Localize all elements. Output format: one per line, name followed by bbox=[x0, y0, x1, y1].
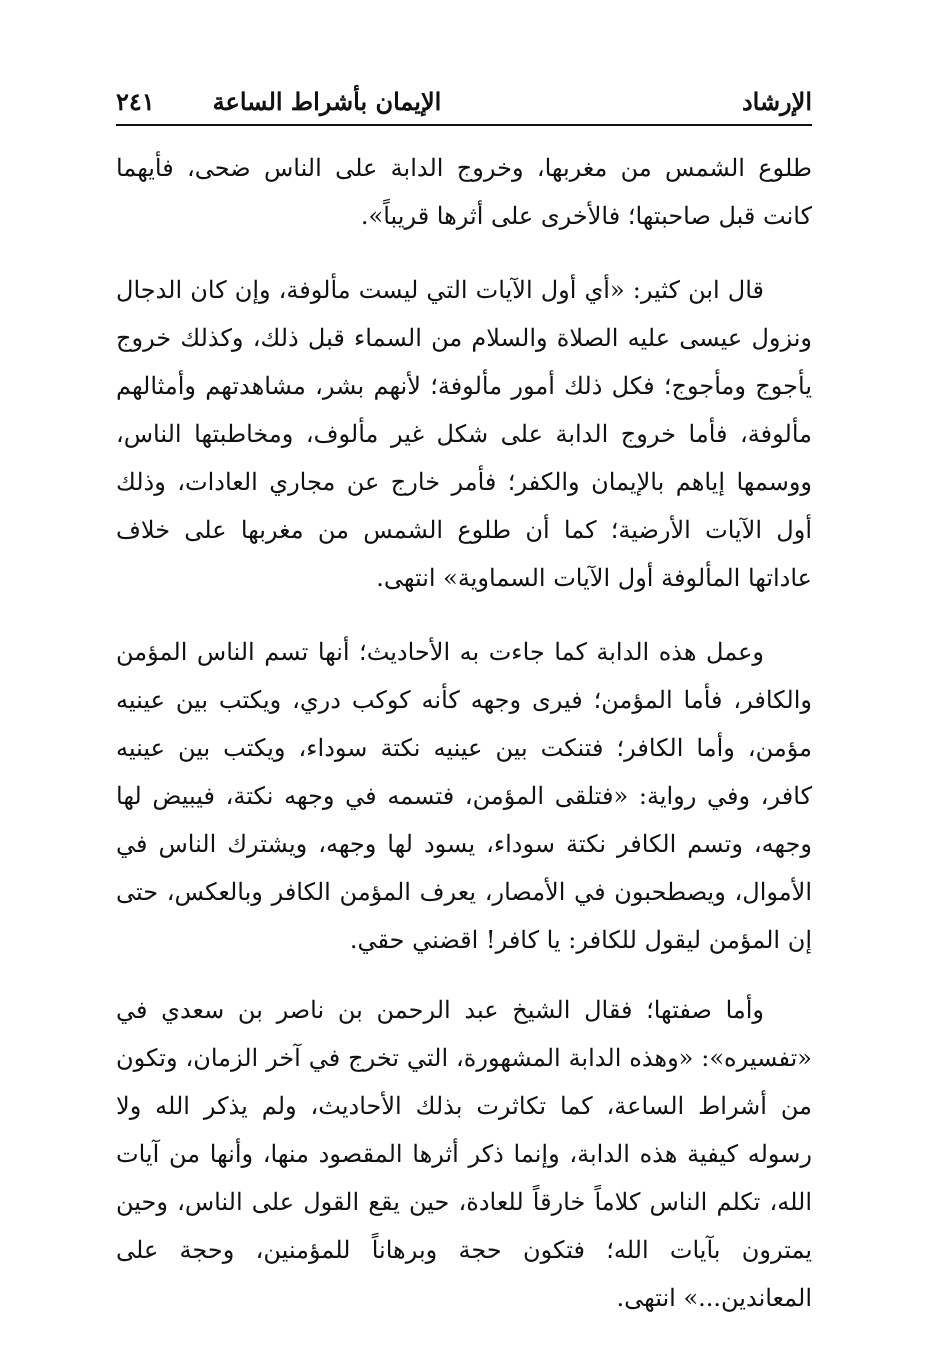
header-book-title: الإرشاد bbox=[741, 87, 812, 116]
paragraph-3: وعمل هذه الدابة كما جاءت به الأحاديث؛ أنها تسم الناس المؤمن والكافر، فأما المؤمن؛ فيرى وجهه كأنه كوكب دري، ويكتب بين عينيه مؤمن، وأما الكافر؛ فتنكت بين عينيه نكتة سوداء، ويكتب بين عينيه كافر، وفي رواية: «فتلقى المؤمن، فتسمه في وجهه نكتة، فيبيض لها وجهه، وتسم الكافر نكتة سوداء، يسود لها وجهه، ويشترك الناس في الأموال، ويصطحبون في الأمصار، يعرف المؤمن الكافر وبالعكس، حتى إن المؤمن ليقول للكافر: يا كافر! اقضني حقي. bbox=[116, 638, 812, 954]
paragraph-gap bbox=[116, 240, 812, 266]
header-chapter-title: الإيمان بأشراط الساعة bbox=[212, 87, 442, 116]
page-header bbox=[116, 82, 812, 122]
page-body bbox=[116, 144, 812, 1322]
paragraph-2: قال ابن كثير: «أي أول الآيات التي ليست مألوفة، وإن كان الدجال ونزول عيسى عليه الصلاة والسلام من السماء قبل ذلك، وكذلك خروج يأجوج ومأجوج؛ فكل ذلك أمور مألوفة؛ لأنهم بشر، مشاهدتهم وأمثالهم مألوفة، فأما خروج الدابة على شكل غير مألوف، ومخاطبتها الناس، ووسمها إياهم بالإيمان والكفر؛ فأمر خارج عن مجاري العادات، وذلك أول الآيات الأرضية؛ كما أن طلوع الشمس من مغربها على خلاف عاداتها المألوفة أول الآيات السماوية» انتهى. bbox=[116, 276, 812, 592]
page-number: ٢٤١ bbox=[116, 87, 155, 116]
header-rule bbox=[116, 124, 812, 126]
paragraph-1: طلوع الشمس من مغربها، وخروج الدابة على الناس ضحى، فأيهما كانت قبل صاحبتها؛ فالأخرى على أثرها قريباً». bbox=[116, 154, 812, 230]
paragraph-4: وأما صفتها؛ فقال الشيخ عبد الرحمن بن ناصر بن سعدي في «تفسيره»: «وهذه الدابة المشهورة، التي تخرج في آخر الزمان، وتكون من أشراط الساعة، كما تكاثرت بذلك الأحاديث، ولم يذكر الله ولا رسوله كيفية هذه الدابة، وإنما ذكر أثرها المقصود منها، وأنها من آيات الله، تكلم الناس كلاماً خارقاً للعادة، حين يقع القول على الناس، وحين يمترون بآيات الله؛ فتكون حجة وبرهاناً للمؤمنين، وحجة على المعاندين...» انتهى. bbox=[116, 996, 812, 1312]
header-left-group bbox=[116, 82, 441, 122]
paragraph-gap bbox=[116, 602, 812, 628]
paragraph-gap bbox=[116, 964, 812, 986]
